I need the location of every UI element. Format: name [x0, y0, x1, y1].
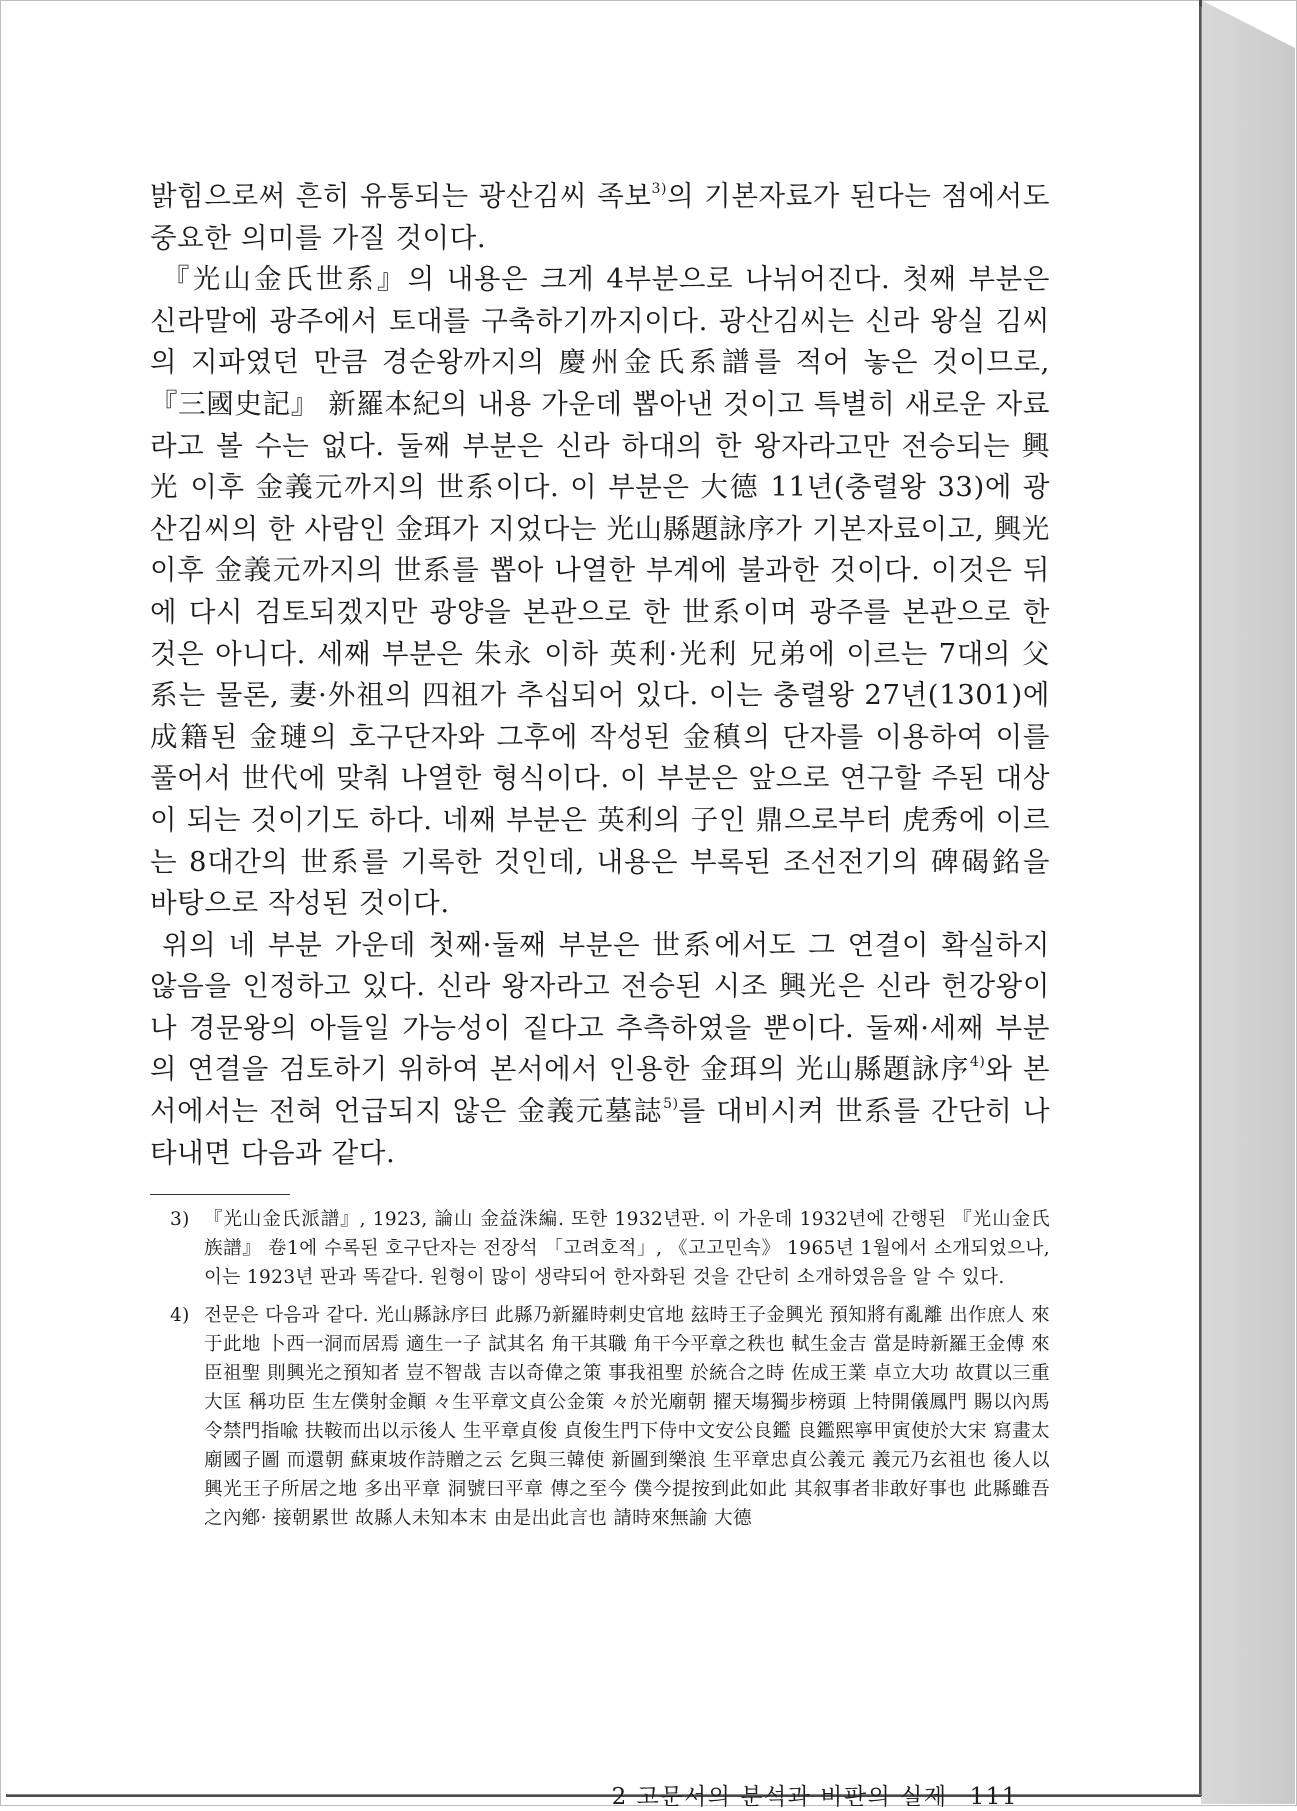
footnote-number: 3) [170, 1209, 190, 1231]
running-footer [150, 1778, 1018, 1811]
footnote-number: 4) [170, 1305, 190, 1327]
paragraph-2: 『光山金氏世系』의 내용은 크게 4부분으로 나뉘어진다. 첫째 부분은 신라말에 광주에서 토대를 구축하기까지이다. 광산김씨는 신라 왕실 김씨의 지파였던 만큼 경순왕까지의 慶州金氏系譜를 적어 놓은 것이므로, 『三國史記』 新羅本紀의 내용 가운데 뽑아낸 것이고 특별히 새로운 자료라고 볼 수는 없다. 둘째 부분은 신라 하대의 한 왕자라고만 전승되는 興光 이후 金義元까지의 世系이다. 이 부분은 大德 11년(충렬왕 33)에 광산김씨의 한 사람인 金珥가 지었다는 光山縣題詠序가 기본자료이고, 興光 이후 金義元까지의 世系를 뽑아 나열한 부계에 불과한 것이다. 이것은 뒤에 다시 검토되겠지만 광양을 본관으로 한 世系이며 광주를 본관으로 한 것은 아니다. 세째 부분은 朱永 이하 英利·光利 兄弟에 이르는 7대의 父系는 물론, 妻·外祖의 四祖가 추십되어 있다. 이는 충렬왕 27년(1301)에 成籍된 金璉의 호구단자와 그후에 작성된 金稹의 단자를 이용하여 이를 풀어서 世代에 맞춰 나열한 형식이다. 이 부분은 앞으로 연구할 주된 대상이 되는 것이기도 하다. 네째 부분은 英利의 子인 鼎으로부터 虎秀에 이르는 8대간의 世系를 기록한 것인데, 내용은 부록된 조선전기의 碑碣銘을 바탕으로 작성된 것이다. [150, 263, 1050, 920]
page-content [150, 176, 1050, 1810]
paragraph-1: 밝힘으로써 흔히 유통되는 광산김씨 족보$^{3)}$의 기본자료가 된다는 점에서도 중요한 의미를 가질 것이다. [150, 180, 1050, 254]
page-number: 111 [969, 1784, 1018, 1810]
footnote-divider [150, 1194, 290, 1195]
footnote-4 [150, 1301, 1050, 1533]
footnote-3 [150, 1205, 1050, 1292]
paragraph-3: 위의 네 부분 가운데 첫째·둘째 부분은 世系에서도 그 연결이 확실하지 않음을 인정하고 있다. 신라 왕자라고 전승된 시조 興光은 신라 헌강왕이나 경문왕의 아들일 가능성이 짙다고 추측하였을 뿐이다. 둘째·세째 부분의 연결을 검토하기 위하여 본서에서 인용한 金珥의 光山縣題詠序$^{4)}$와 본서에서는 전혀 언급되지 않은 金義元墓誌$^{5)}$를 대비시켜 世系를 간단히 나타내면 다음과 같다. [150, 928, 1050, 1169]
footnote-ref-4[interactable]: 4) [969, 1054, 986, 1071]
page-thickness-side [1201, 0, 1295, 1804]
footnote-ref-5[interactable]: 5) [663, 1096, 679, 1113]
footnote-text: 전문은 다음과 같다. 光山縣詠序曰 此縣乃新羅時刺史官地 玆時王子金興光 預知將有亂離 出作庶人 來于此地 卜西一洞而居焉 適生一子 試其名 角干其職 角干今平章之秩也 軾生金吉 當是時新羅王金傅 來臣祖聖 則興光之預知者 豈不智哉 吉以奇偉之策 事我祖聖 於統合之時 佐成王業 卓立大功 故貫以三重大匡 稱功臣 生左僕射金顚 々生平章文貞公金策 々於光廟朝 擢天塲獨步榜頭 上特開儀鳳門 賜以內馬 令禁門指喩 扶鞍而出以示後人 生平章貞俊 貞俊生門下侍中文安公良鑑 良鑑熙寧甲寅使於大宋 寫畫太廟國子圖 而還朝 蘇東坡作詩贈之云 乞與三韓使 新圖到樂浪 生平章忠貞公義元 義元乃玄祖也 後人以興光王子所居之地 多出平章 洞號曰平章 傳之至今 僕今提按到此如此 其叙事者非敢好事也 此縣雖吾之內鄕· 接朝累世 故縣人未知本末 由是出此言也 請時來無諭 大德 [204, 1305, 1050, 1530]
chapter-title: 2 고문서의 분석과 비판의 실제 [611, 1784, 948, 1810]
footnote-text: 『光山金氏派譜』, 1923, 論山 金益洙編. 또한 1932년판. 이 가운데 1932년에 간행된 『光山金氏族譜』 卷1에 수록된 호구단자는 전장석 「고려호적」, 《고고민속》 1965년 1월에서 소개되었으나, 이는 1923년 판과 똑같다. 원형이 많이 생략되어 한자화된 것을 간단히 소개하였음을 알 수 있다. [204, 1209, 1050, 1289]
body-text [150, 176, 1050, 1174]
footnote-ref-3[interactable]: 3) [651, 181, 668, 197]
